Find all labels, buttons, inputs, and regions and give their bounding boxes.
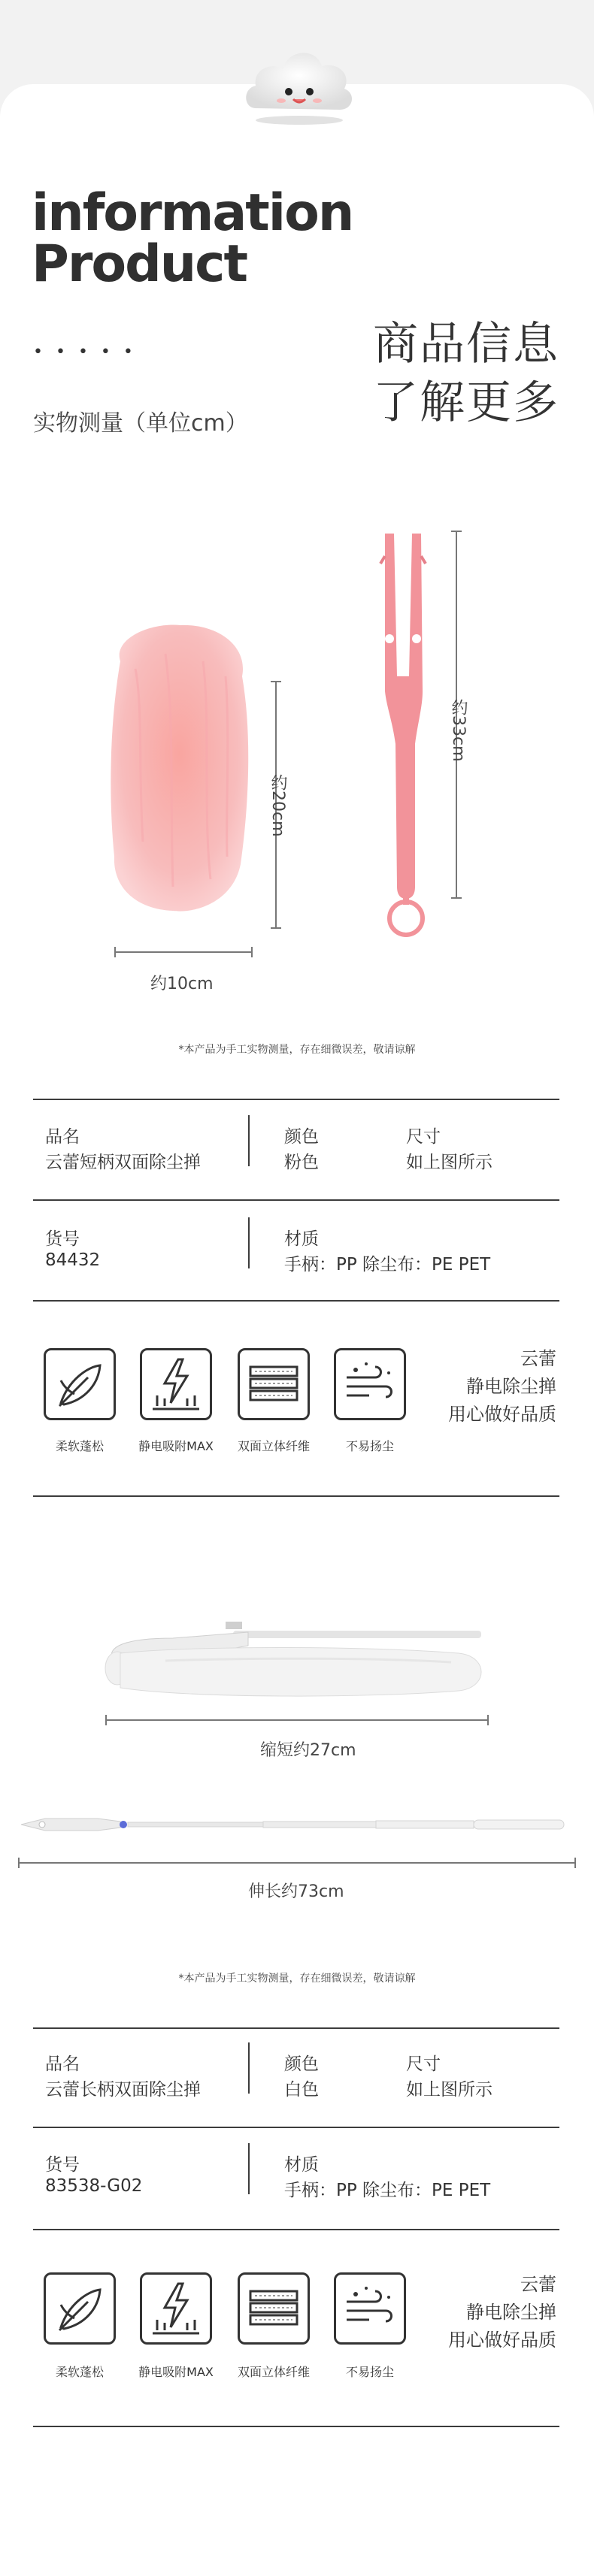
color-label: 颜色: [284, 1127, 319, 1147]
layered-fiber-icon: [238, 1348, 310, 1420]
slogan-line: 静电除尘掸: [466, 2302, 556, 2324]
material-value: 手柄：PP 除尘布：PE PET: [284, 1255, 491, 1274]
long-length-measure-line: [18, 1862, 576, 1864]
spec-divider: [33, 1199, 559, 1201]
measurement-note-1: *本产品为手工实物测量，存在细微误差，敬请谅解: [178, 1044, 416, 1056]
slogan-line: 用心做好品质: [448, 2330, 556, 2351]
name-value: 云蕾短柄双面除尘掸: [45, 1153, 201, 1172]
feature-label: 柔软蓬松: [55, 2365, 104, 2379]
brand-slogan: [448, 2271, 556, 2355]
feature-label: 静电吸附MAX: [138, 2365, 214, 2379]
head-height-label: 约20cm: [268, 774, 287, 837]
section-divider: [33, 2426, 559, 2427]
feature-label: 不易扬尘: [345, 2365, 394, 2379]
spec-divider: [33, 2027, 559, 2029]
decor-dots: • • • • •: [33, 343, 137, 361]
head-width-label: 约10cm: [150, 975, 214, 993]
size-label: 尺寸: [406, 2054, 441, 2074]
feature-label: 柔软蓬松: [55, 1439, 104, 1453]
name-label: 品名: [45, 2054, 80, 2074]
short-length-measure-line: [105, 1719, 489, 1721]
content-card: [0, 84, 594, 2576]
material-label: 材质: [284, 2155, 319, 2175]
slogan-line: 用心做好品质: [448, 1404, 556, 1426]
cn-title-line1: 商品信息: [373, 318, 559, 370]
measure-subtitle: 实物测量（单位cm）: [33, 410, 248, 437]
measurement-note-2: *本产品为手工实物测量，存在细微误差，敬请谅解: [178, 1973, 416, 1985]
dust-wind-icon: [334, 2272, 406, 2345]
name-label: 品名: [45, 1127, 80, 1147]
slogan-line: 静电除尘掸: [466, 1376, 556, 1398]
short-length-label: 缩短约27cm: [260, 1741, 356, 1760]
spec-column-divider: [248, 2042, 250, 2094]
cloud-mascot-icon: [239, 36, 359, 126]
feature-label: 双面立体纤维: [237, 1439, 310, 1453]
feather-icon: [44, 2272, 116, 2345]
color-value: 白色: [284, 2080, 319, 2100]
spec-divider: [33, 2127, 559, 2128]
color-value: 粉色: [284, 1153, 319, 1172]
spec-divider: [33, 2229, 559, 2230]
spec-column-divider: [248, 1217, 250, 1268]
size-value: 如上图所示: [406, 1153, 492, 1172]
pink-handle-image: [373, 526, 448, 947]
pink-duster-head-image: [105, 616, 256, 932]
spec-divider: [33, 1300, 559, 1302]
spec-divider: [33, 1099, 559, 1100]
sku-value: 83538-G02: [45, 2176, 143, 2196]
material-label: 材质: [284, 1229, 319, 1249]
long-length-label: 伸长约73cm: [248, 1882, 344, 1901]
white-duster-extended-image: [15, 1811, 579, 1838]
size-label: 尺寸: [406, 1127, 441, 1147]
slogan-line: 云蕾: [520, 2274, 556, 2295]
layered-fiber-icon: [238, 2272, 310, 2345]
spec-column-divider: [248, 2143, 250, 2194]
sku-label: 货号: [45, 2155, 80, 2175]
feather-icon: [44, 1348, 116, 1420]
slogan-line: 云蕾: [520, 1348, 556, 1369]
feature-label: 不易扬尘: [345, 1439, 394, 1453]
sku-label: 货号: [45, 1229, 80, 1249]
static-lightning-icon: [140, 1348, 212, 1420]
static-lightning-icon: [140, 2272, 212, 2345]
feature-label: 静电吸附MAX: [138, 1439, 214, 1453]
sku-value: 84432: [45, 1250, 101, 1270]
white-duster-short-image: [98, 1616, 496, 1698]
brand-slogan: [448, 1345, 556, 1429]
feature-label: 双面立体纤维: [237, 2365, 310, 2379]
material-value: 手柄：PP 除尘布：PE PET: [284, 2181, 491, 2200]
color-label: 颜色: [284, 2054, 319, 2074]
spec-column-divider: [248, 1115, 250, 1166]
title-information: information: [32, 183, 353, 243]
section-divider: [33, 1495, 559, 1497]
title-product: Product: [32, 234, 247, 294]
dust-wind-icon: [334, 1348, 406, 1420]
cn-title-line2: 了解更多: [373, 376, 559, 429]
head-width-measure-line: [114, 951, 253, 953]
size-value: 如上图所示: [406, 2080, 492, 2100]
name-value: 云蕾长柄双面除尘掸: [45, 2080, 201, 2100]
handle-height-label: 约33cm: [449, 699, 468, 762]
